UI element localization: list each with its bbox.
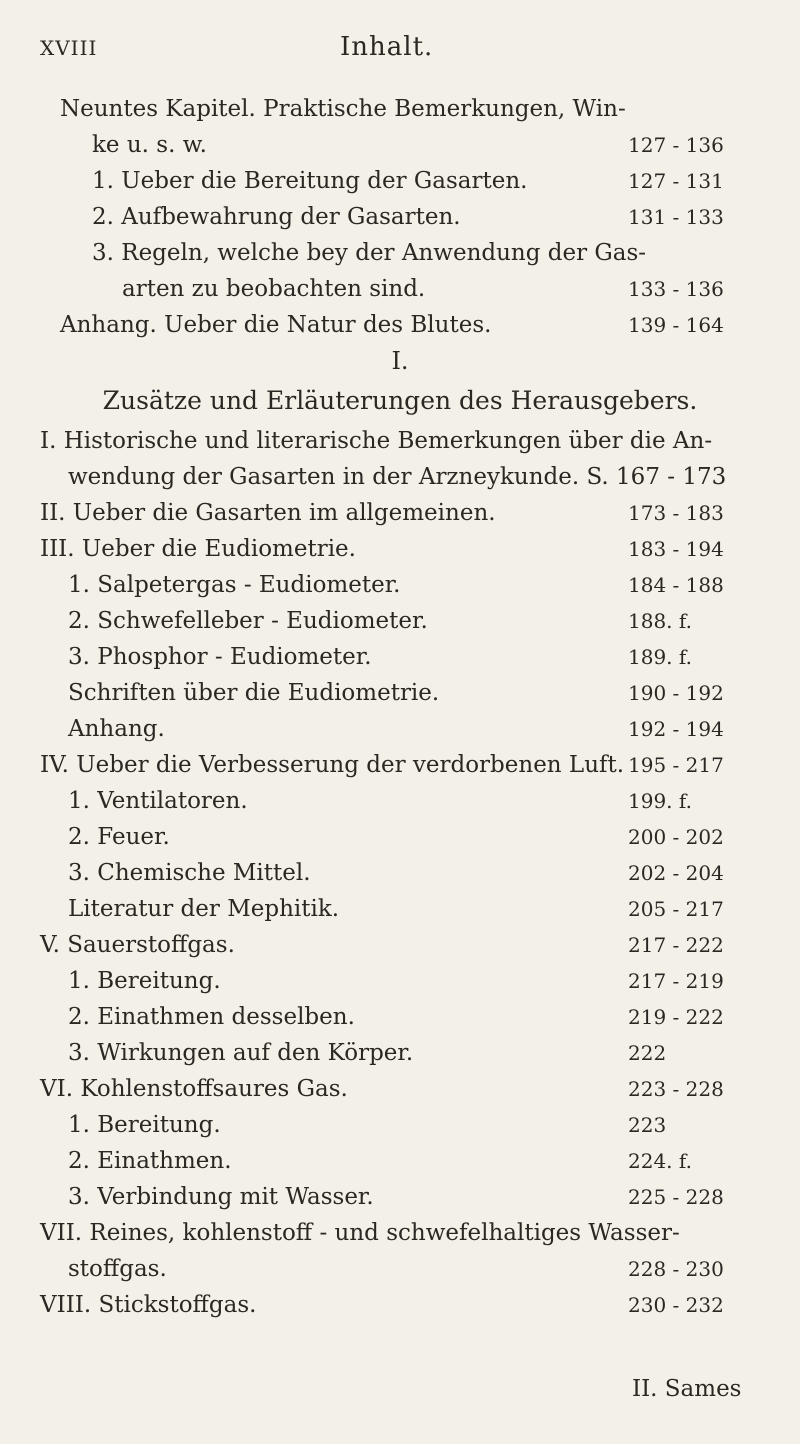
- toc-entry: [0, 1180, 800, 1214]
- toc-text: 2. Feuer.: [68, 824, 170, 850]
- toc-text: VIII. Stickstoffgas.: [40, 1292, 257, 1318]
- toc-entry: [0, 604, 800, 638]
- toc-entry: [0, 272, 800, 306]
- toc-text: Anhang. Ueber die Natur des Blutes.: [60, 312, 492, 338]
- toc-text: 3. Verbindung mit Wasser.: [68, 1184, 374, 1210]
- toc-entry: [0, 640, 800, 674]
- toc-entry: [0, 460, 800, 494]
- toc-page: 228 - 230: [628, 1257, 724, 1281]
- page-header: [40, 32, 760, 76]
- toc-page: 127 - 136: [628, 133, 724, 157]
- toc-entry: [0, 1000, 800, 1034]
- toc-text: VII. Reines, kohlenstoff - und schwefelhaltiges Wasser-: [40, 1220, 680, 1246]
- toc-page: 195 - 217: [628, 753, 724, 777]
- toc-entry: [0, 1036, 800, 1070]
- toc-entry: [0, 92, 800, 126]
- toc-text: Literatur der Mephitik.: [68, 896, 340, 922]
- section-title: Zusätze und Erläuterungen des Herausgebers.: [102, 386, 698, 415]
- toc-page: 217 - 222: [628, 933, 724, 957]
- toc-text: I. Historische und literarische Bemerkungen über die An-: [40, 428, 713, 454]
- toc-page: 219 - 222: [628, 1005, 724, 1029]
- toc-page: 127 - 131: [628, 169, 724, 193]
- section-numeral: I.: [391, 347, 409, 375]
- toc-text: 1. Bereitung.: [68, 968, 221, 994]
- catchword: II. Sames: [632, 1376, 742, 1402]
- toc-entry: [0, 892, 800, 926]
- toc-entry: [0, 1072, 800, 1106]
- toc-text: 1. Ventilatoren.: [68, 788, 248, 814]
- page-number: XVIII: [40, 36, 98, 60]
- toc-entry: [0, 164, 800, 198]
- toc-page: 139 - 164: [628, 313, 724, 337]
- toc-page: 188. f.: [628, 609, 692, 633]
- toc-entry: [0, 200, 800, 234]
- toc-page: 184 - 188: [628, 573, 724, 597]
- toc-page: 223 - 228: [628, 1077, 724, 1101]
- toc-entry: [0, 676, 800, 710]
- toc-page: 199. f.: [628, 789, 692, 813]
- toc-text: stoffgas.: [68, 1256, 167, 1282]
- toc-entry: [0, 568, 800, 602]
- toc-text: 3. Phosphor - Eudiometer.: [68, 644, 372, 670]
- toc-text: V. Sauerstoffgas.: [40, 932, 235, 958]
- toc-text: 2. Einathmen desselben.: [68, 1004, 355, 1030]
- toc-page: 225 - 228: [628, 1185, 724, 1209]
- toc-entry: [0, 748, 800, 782]
- toc-text: IV. Ueber die Verbesserung der verdorbenen Luft.: [40, 752, 625, 778]
- toc-entry: [0, 424, 800, 458]
- toc-text: 1. Ueber die Bereitung der Gasarten.: [92, 168, 528, 194]
- toc-entry: [0, 532, 800, 566]
- toc-page: 200 - 202: [628, 825, 724, 849]
- toc-entry: [0, 784, 800, 818]
- toc-page: 217 - 219: [628, 969, 724, 993]
- toc-page: 131 - 133: [628, 205, 724, 229]
- toc-page: 190 - 192: [628, 681, 724, 705]
- toc-text: 2. Einathmen.: [68, 1148, 232, 1174]
- running-title: Inhalt.: [340, 32, 434, 62]
- toc-text: wendung der Gasarten in der Arzneykunde. S. 167 - 173: [68, 464, 727, 490]
- toc-entry: [0, 496, 800, 530]
- toc-entry: [0, 308, 800, 342]
- toc-text: 1. Bereitung.: [68, 1112, 221, 1138]
- toc-page: 202 - 204: [628, 861, 724, 885]
- toc-text: Anhang.: [68, 716, 165, 742]
- toc-text: 2. Aufbewahrung der Gasarten.: [92, 204, 461, 230]
- toc-text: ke u. s. w.: [92, 132, 207, 158]
- toc-entry: [0, 856, 800, 890]
- toc-entry: [0, 236, 800, 270]
- toc-page: 192 - 194: [628, 717, 724, 741]
- toc-text: Neuntes Kapitel. Praktische Bemerkungen, Win-: [60, 96, 626, 122]
- toc-page: 189. f.: [628, 645, 692, 669]
- toc-entry: [0, 1252, 800, 1286]
- toc-text: II. Ueber die Gasarten im allgemeinen.: [40, 500, 496, 526]
- toc-entry: [0, 712, 800, 746]
- toc-text: III. Ueber die Eudiometrie.: [40, 536, 356, 562]
- toc-text: 3. Chemische Mittel.: [68, 860, 311, 886]
- toc-text: 3. Wirkungen auf den Körper.: [68, 1040, 414, 1066]
- toc-text: arten zu beobachten sind.: [122, 276, 426, 302]
- toc-entry: [0, 1288, 800, 1322]
- toc-entry: [0, 1108, 800, 1142]
- toc-page: 230 - 232: [628, 1293, 724, 1317]
- toc-text: VI. Kohlenstoffsaures Gas.: [40, 1076, 348, 1102]
- toc-page: 224. f.: [628, 1149, 692, 1173]
- toc-text: 2. Schwefelleber - Eudiometer.: [68, 608, 428, 634]
- toc-text: 1. Salpetergas - Eudiometer.: [68, 572, 401, 598]
- toc-page: 205 - 217: [628, 897, 724, 921]
- toc-entry: [0, 1144, 800, 1178]
- toc-entry: [0, 820, 800, 854]
- toc-page: 133 - 136: [628, 277, 724, 301]
- toc-page: 223: [628, 1113, 667, 1137]
- toc-text: 3. Regeln, welche bey der Anwendung der Gas-: [92, 240, 647, 266]
- toc-entry: [0, 128, 800, 162]
- toc-page: 173 - 183: [628, 501, 724, 525]
- toc-page: 222: [628, 1041, 667, 1065]
- toc-page: 183 - 194: [628, 537, 724, 561]
- toc-entry: [0, 1216, 800, 1250]
- toc-entry: [0, 928, 800, 962]
- toc-entry: [0, 964, 800, 998]
- toc-text: Schriften über die Eudiometrie.: [68, 680, 440, 706]
